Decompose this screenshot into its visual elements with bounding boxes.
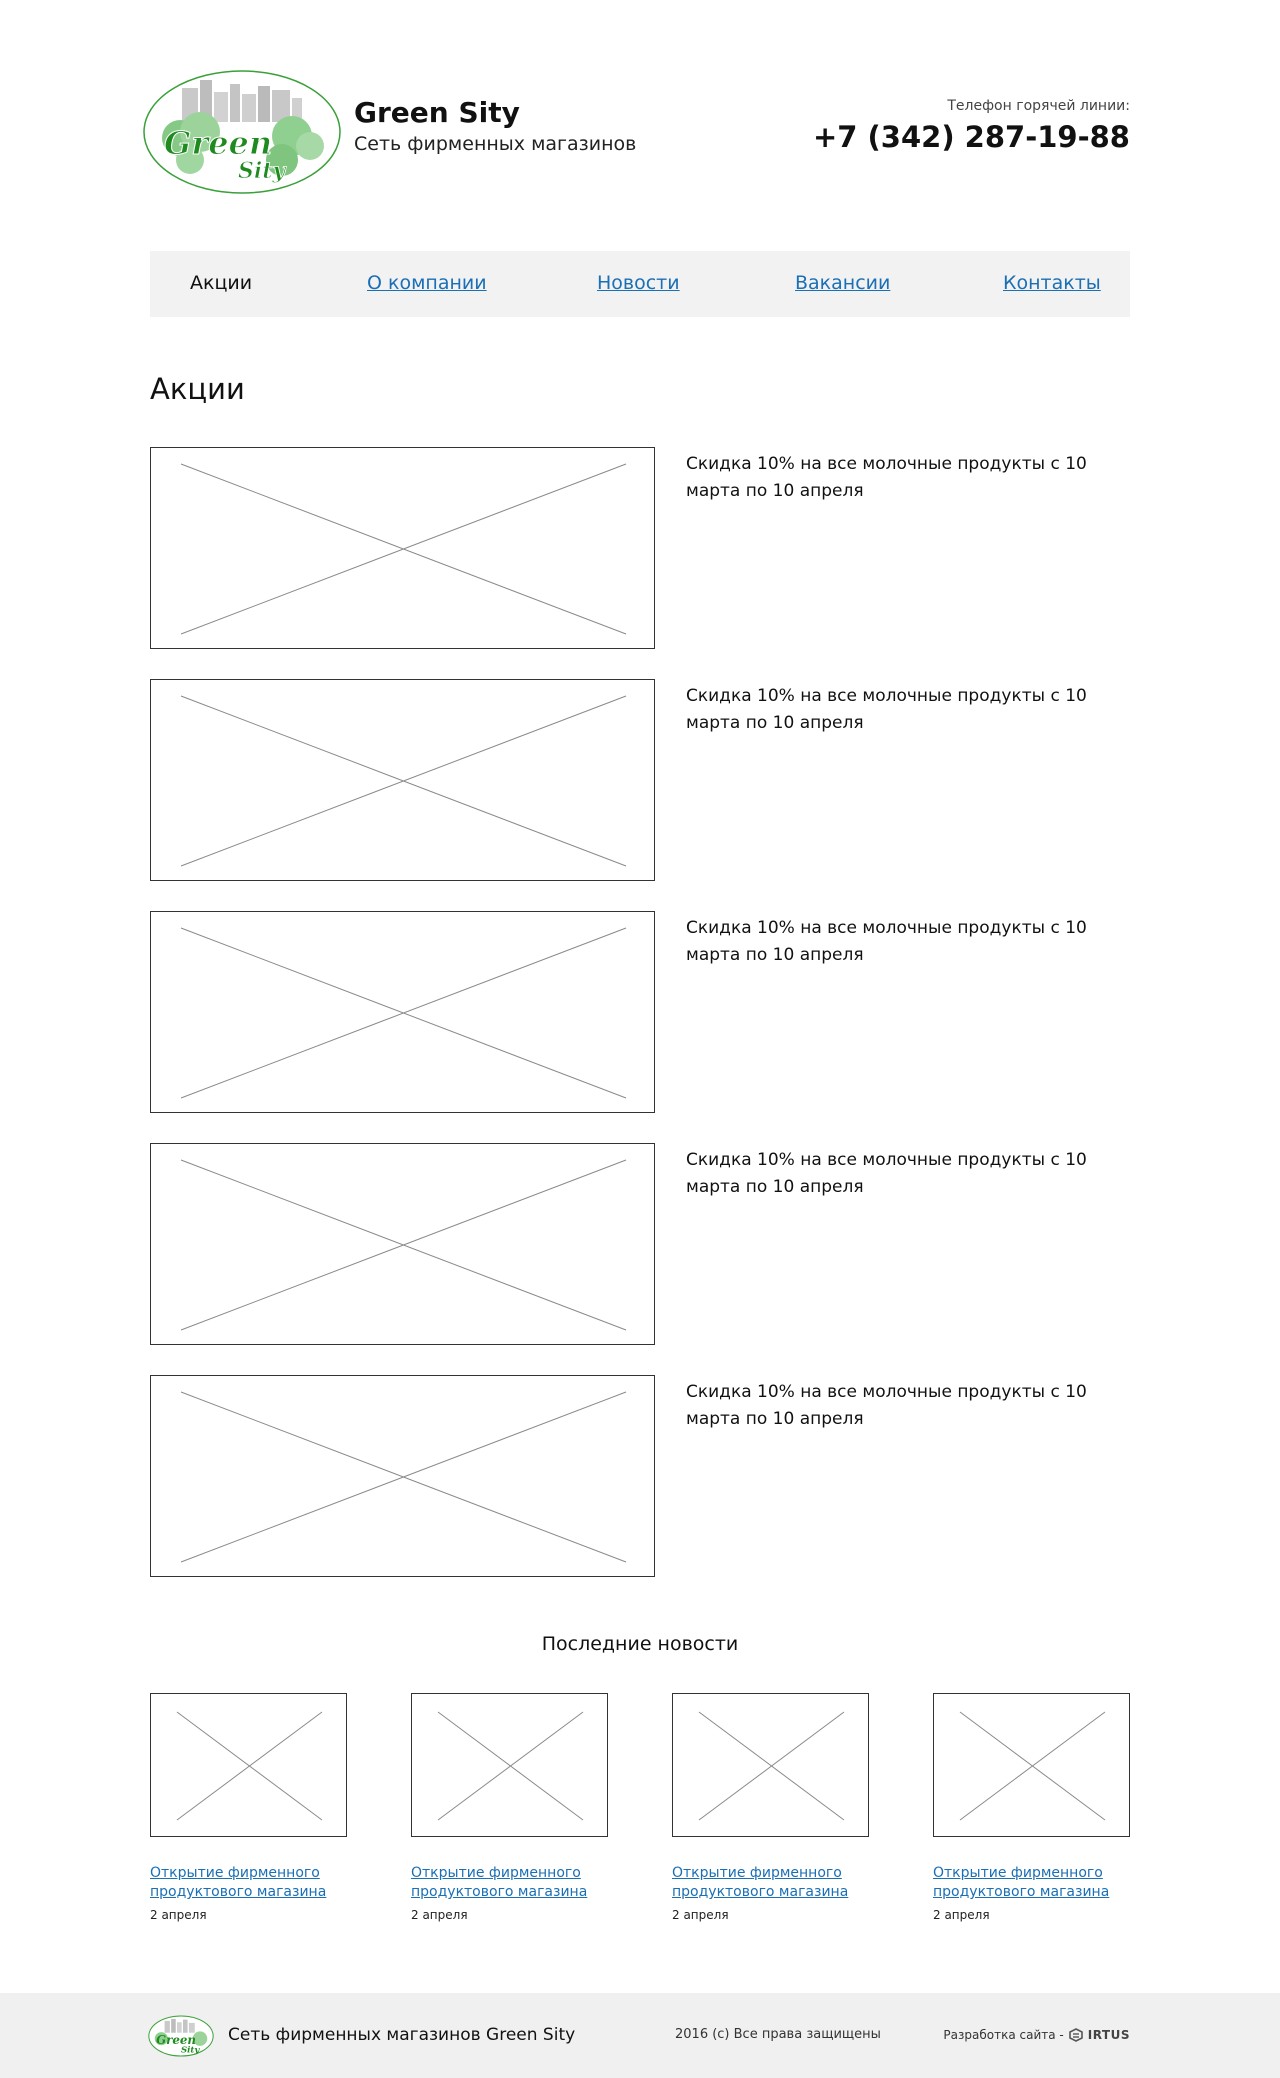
image-placeholder-icon: [673, 1694, 870, 1838]
news-date: 2 апреля: [150, 1908, 207, 1922]
irtus-logo-icon: [1069, 2028, 1083, 2042]
promo-text: Скидка 10% на все молочные продукты с 10 марта по 10 апреля: [686, 1150, 1087, 1197]
footer-developer[interactable]: [943, 2028, 1130, 2042]
main-nav: [150, 251, 1130, 317]
promo-item: [150, 1375, 1130, 1579]
news-card: [672, 1693, 869, 1922]
brand-name: Green Sity: [354, 96, 520, 129]
brand-tagline: Сеть фирменных магазинов: [354, 133, 637, 155]
promo-text: Скидка 10% на все молочные продукты с 10 марта по 10 апреля: [686, 918, 1087, 965]
news-date: 2 апреля: [933, 1908, 990, 1922]
promo-text: Скидка 10% на все молочные продукты с 10 марта по 10 апреля: [686, 686, 1087, 733]
news-image-placeholder[interactable]: [933, 1693, 1130, 1837]
news-title-link[interactable]: Открытие фирменного продуктового магазина: [411, 1865, 588, 1900]
promo-text: Скидка 10% на все молочные продукты с 10 марта по 10 апреля: [686, 454, 1087, 501]
nav-item-about[interactable]: О компании: [367, 272, 487, 294]
page-title: Акции: [150, 372, 245, 406]
news-image-placeholder[interactable]: [150, 1693, 347, 1837]
svg-text:Sity: Sity: [238, 158, 286, 184]
image-placeholder-icon: [151, 1144, 656, 1346]
news-image-placeholder[interactable]: [411, 1693, 608, 1837]
promo-image-placeholder[interactable]: [150, 1143, 655, 1345]
footer-logo[interactable]: [148, 2015, 214, 2057]
promo-image-placeholder[interactable]: [150, 1375, 655, 1577]
image-placeholder-icon: [151, 448, 656, 650]
site-header: [150, 0, 1130, 250]
promo-image-placeholder[interactable]: [150, 447, 655, 649]
site-footer: [0, 1993, 1280, 2078]
promo-item: [150, 447, 1130, 651]
image-placeholder-icon: [151, 912, 656, 1114]
promo-item: [150, 1143, 1130, 1347]
news-card: [411, 1693, 608, 1922]
promo-image-placeholder[interactable]: [150, 679, 655, 881]
image-placeholder-icon: [151, 1376, 656, 1578]
news-title-link[interactable]: Открытие фирменного продуктового магазина: [150, 1865, 327, 1900]
news-date: 2 апреля: [411, 1908, 468, 1922]
promo-item: [150, 911, 1130, 1115]
developer-name: IRTUS: [1087, 2028, 1130, 2042]
svg-text:Green: Green: [164, 124, 273, 162]
promo-image-placeholder[interactable]: [150, 911, 655, 1113]
hotline-label: Телефон горячей линии:: [947, 98, 1130, 114]
image-placeholder-icon: [151, 680, 656, 882]
nav-item-vacancies[interactable]: Вакансии: [795, 272, 891, 294]
nav-item-news[interactable]: Новости: [597, 272, 680, 294]
footer-copyright: 2016 (с) Все права защищены: [675, 2027, 881, 2042]
nav-item-promotions[interactable]: Акции: [190, 272, 253, 294]
news-image-placeholder[interactable]: [672, 1693, 869, 1837]
nav-item-contacts[interactable]: Контакты: [1003, 272, 1101, 294]
image-placeholder-icon: [151, 1694, 348, 1838]
footer-company-name: Сеть фирменных магазинов Green Sity: [228, 2025, 576, 2045]
svg-text:Sity: Sity: [181, 2045, 200, 2056]
green-sity-logo[interactable]: [142, 68, 342, 196]
news-card: [150, 1693, 347, 1922]
news-card: [933, 1693, 1130, 1922]
promo-item: [150, 679, 1130, 883]
hotline-phone[interactable]: +7 (342) 287-19-88: [812, 120, 1130, 154]
news-date: 2 апреля: [672, 1908, 729, 1922]
svg-text:Green: Green: [156, 2032, 196, 2047]
developer-label: Разработка сайта -: [943, 2028, 1064, 2042]
news-title-link[interactable]: Открытие фирменного продуктового магазина: [672, 1865, 849, 1900]
news-heading: Последние новости: [541, 1633, 739, 1655]
news-title-link[interactable]: Открытие фирменного продуктового магазина: [933, 1865, 1110, 1900]
image-placeholder-icon: [934, 1694, 1131, 1838]
image-placeholder-icon: [412, 1694, 609, 1838]
promo-text: Скидка 10% на все молочные продукты с 10 марта по 10 апреля: [686, 1382, 1087, 1429]
